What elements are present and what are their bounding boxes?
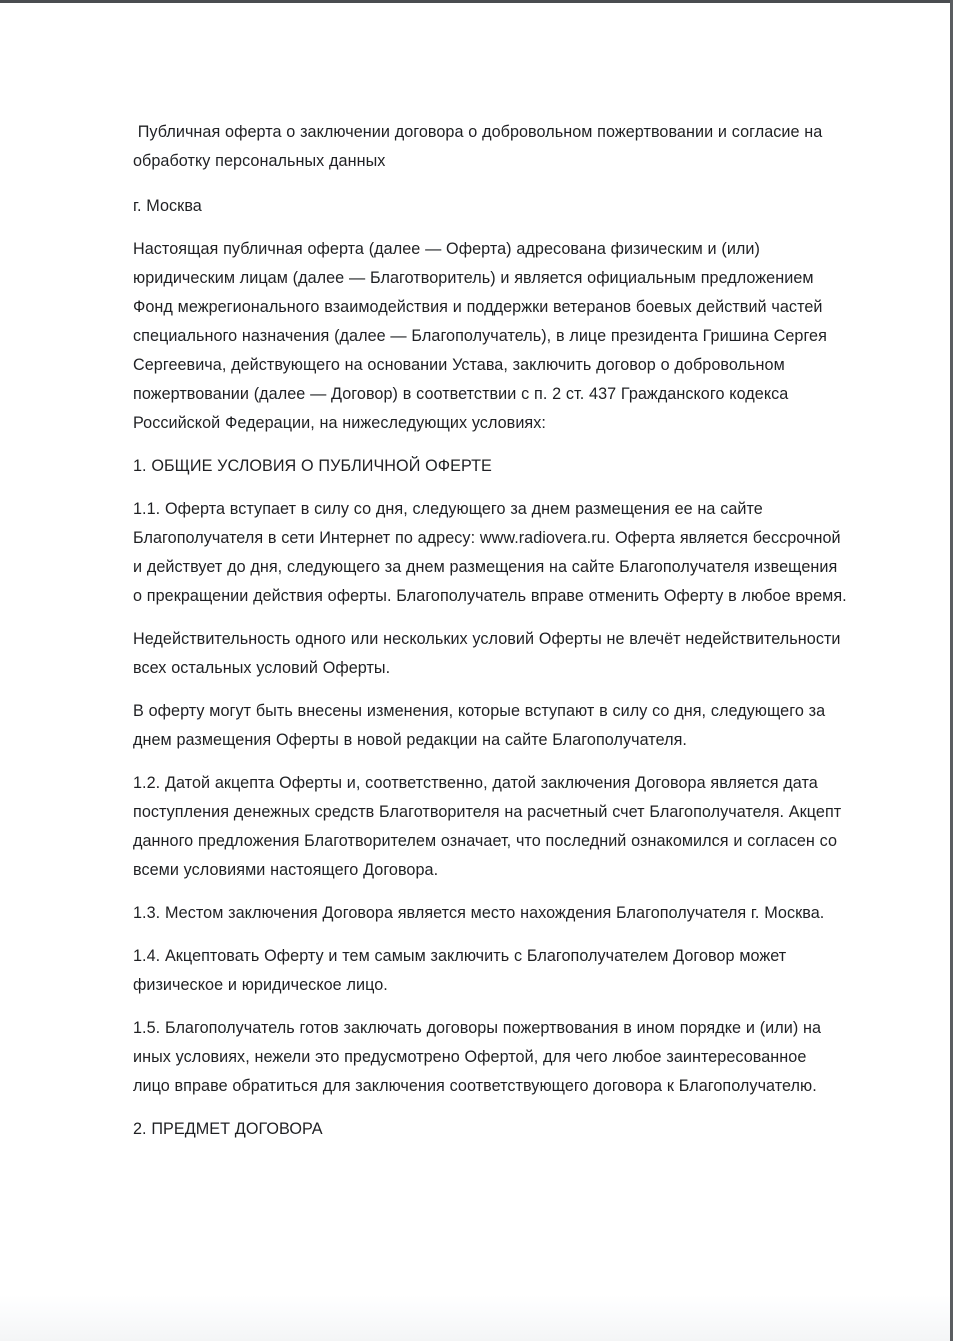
document-paragraph: Настоящая публичная оферта (далее — Оферта) адресована физическим и (или) юридическим лицам (далее — Благотворитель) и является официальным предложением Фонд межрегионального взаимодействия и поддержки ветеранов боевых действий частей специального назначения (далее — Благополучатель), в лице президента Гришина Сергея Сергеевича, действующего на основании Устава, заключить договор о добровольном пожертвовании (далее — Договор) в соответствии с п. 2 ст. 437 Гражданского кодекса Российской Федерации, на нижеследующих условиях: [133,240,832,432]
section-heading: 2. ПРЕДМЕТ ДОГОВОРА [133,1120,323,1138]
document-paragraph: 1.3. Местом заключения Договора является место нахождения Благополучателя г. Москва. [133,904,825,922]
document-paragraph: 1.5. Благополучатель готов заключать договоры пожертвования в ином порядке и (или) на иных условиях, нежели это предусмотрено Офертой, для чего любое заинтересованное лицо вправе обратиться для заключения соответствующего договора к Благополучателю. [133,1019,826,1095]
page-bottom-band [0,1295,950,1341]
document-paragraph: 1.2. Датой акцепта Оферты и, соответственно, датой заключения Договора является дата поступления денежных средств Благотворителя на расчетный счет Благополучателя. Акцепт данного предложения Благотворителем означает, что последний ознакомился и согласен со всеми условиями настоящего Договора. [133,774,847,879]
document-clauses [133,235,847,1144]
document-title: Публичная оферта о заключении договора о добровольном пожертвовании и согласие на обработку персональных данных [133,123,828,170]
document-body [133,118,847,1144]
document-paragraph: 1.1. Оферта вступает в силу со дня, следующего за днем размещения ее на сайте Благополучателя в сети Интернет по адресу: www.radiovera.ru. Оферта является бессрочной и действует до дня, следующего за днем размещения на сайте Благополучателя извещения о прекращении действия оферты. Благополучатель вправе отменить Оферту в любое время. [133,500,847,605]
section-heading: 1. ОБЩИЕ УСЛОВИЯ О ПУБЛИЧНОЙ ОФЕРТЕ [133,457,492,475]
document-paragraph: Недействительность одного или нескольких условий Оферты не влечёт недействительности всех остальных условий Оферты. [133,630,846,677]
document-paragraph: В оферту могут быть внесены изменения, которые вступают в силу со дня, следующего за днем размещения Оферты в новой редакции на сайте Благополучателя. [133,702,830,749]
document-city: г. Москва [133,197,202,215]
document-paragraph: 1.4. Акцептовать Оферту и тем самым заключить с Благополучателем Договор может физическое и юридическое лицо. [133,947,792,994]
window-top-edge [0,0,953,3]
